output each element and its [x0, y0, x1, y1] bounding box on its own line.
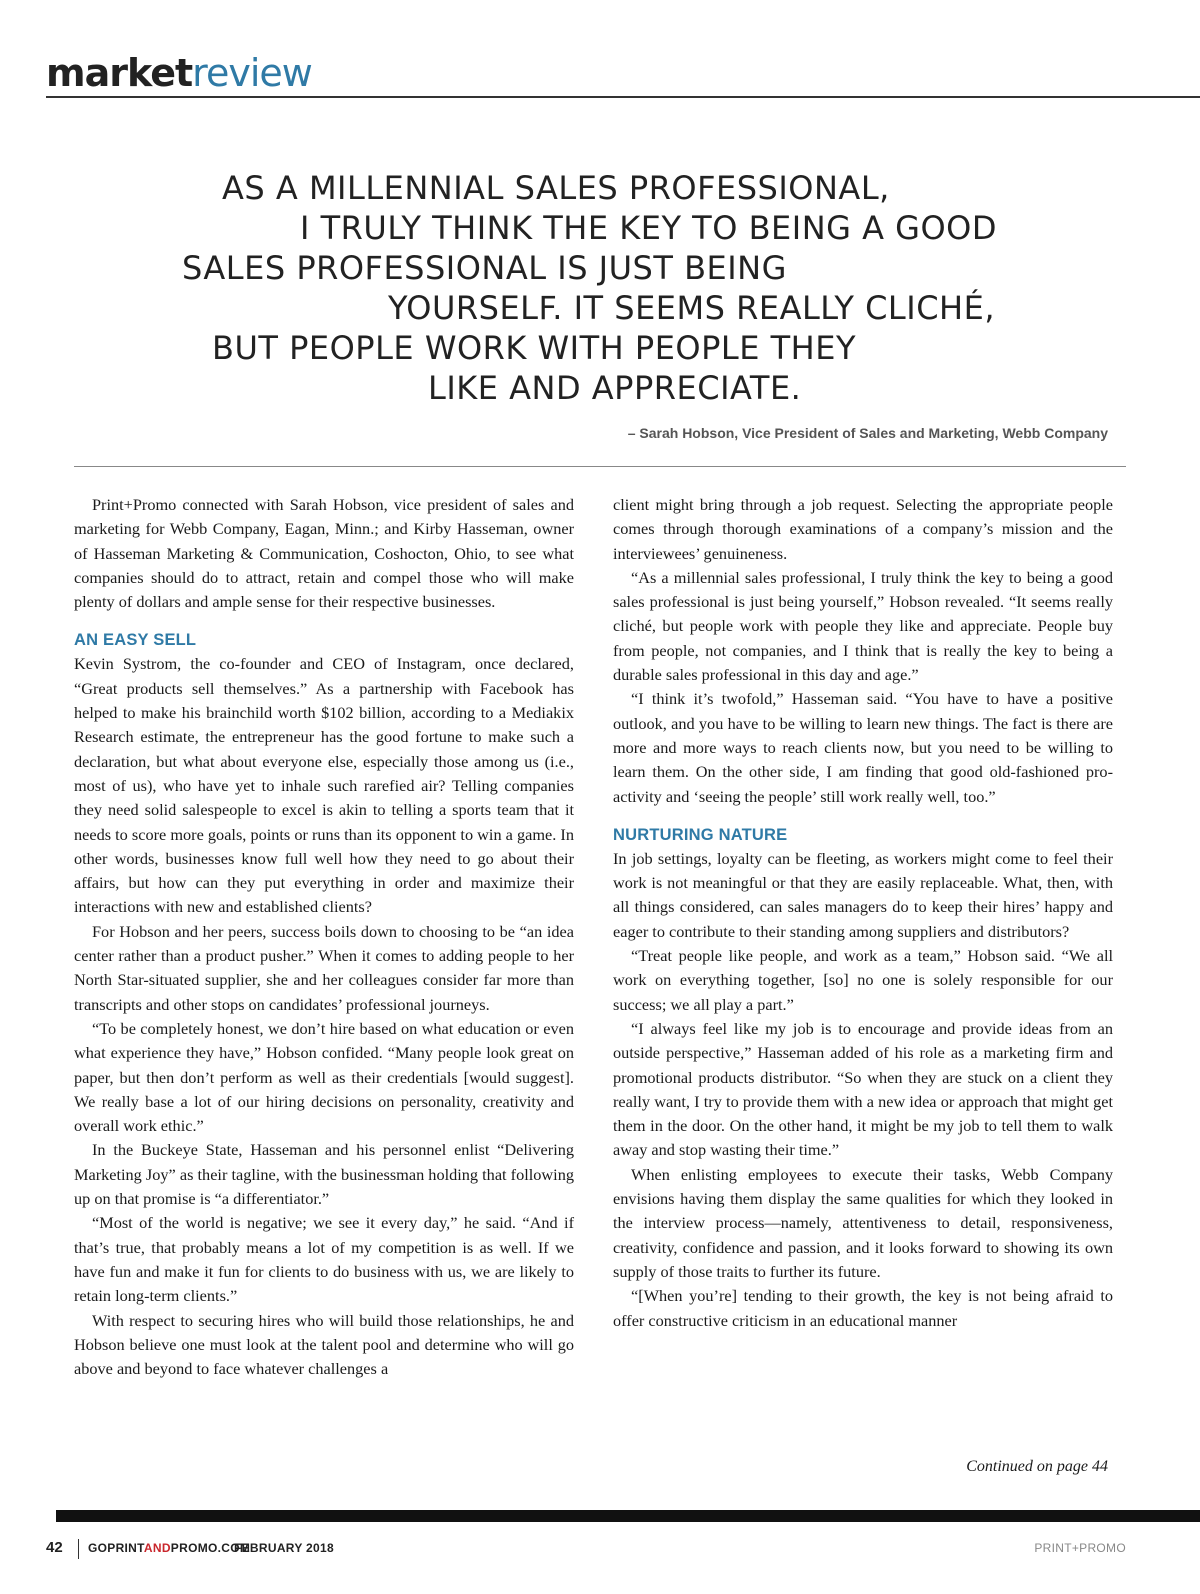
- publication-name: PRINT+PROMO: [1034, 1541, 1126, 1555]
- pull-quote-line: I TRULY THINK THE KEY TO BEING A GOOD: [300, 209, 997, 247]
- body-paragraph: In the Buckeye State, Hasseman and his personnel enlist “Delivering Marketing Joy” as their tagline, with the businessman holding that following up on that promise is “a differentiator.”: [74, 1140, 574, 1209]
- body-paragraph: client might bring through a job request. Selecting the appropriate people comes through thorough examinations of a company’s mission and the interviewees’ genuineness.: [613, 495, 1113, 563]
- body-paragraph: With respect to securing hires who will build those relationships, he and Hobson believe one must look at the talent pool and determine who will go above and beyond to face whatever challenges a: [74, 1310, 574, 1379]
- body-paragraph: In job settings, loyalty can be fleeting, as workers might come to feel their work is not meaningful or that they are easily replaceable. What, then, with all things considered, can sales managers do to keep their hires’ happy and eager to contribute to their standing among suppliers and distributors?: [613, 848, 1113, 941]
- pull-quote-line: SALES PROFESSIONAL IS JUST BEING: [182, 249, 787, 287]
- continued-note: Continued on page 44: [966, 1458, 1108, 1475]
- body-paragraph: Kevin Systrom, the co-founder and CEO of Instagram, once declared, “Great products sell themselves.” As a partnership with Facebook has helped to make his brainchild worth $102 billion, according to a Mediakix Research estimate, the entrepreneur has the good fortune to make such a declaration, but what about everyone else, especially those among us (i.e., most of us), who have yet to inhale such rarefied air? Telling companies they need solid salespeople to excel is akin to telling a sports team that it needs to score more goals, points or runs than its opponent to win a game. In other words, businesses know full well how they need to go about their affairs, but how can they put everything in order and maximize their interactions with new and established clients?: [74, 654, 574, 917]
- intro-paragraph: Print+Promo connected with Sarah Hobson, vice president of sales and marketing for Webb Company, Eagan, Minn.; and Kirby Hasseman, owner of Hasseman Marketing & Communication, Coshocton, Ohio, to see what companies should do to attract, retain and compel those who will make plenty of dollars and ample sense for their respective businesses.: [74, 495, 574, 612]
- body-paragraph: When enlisting employees to execute their tasks, Webb Company envisions having them display the same qualities for which they looked in the interview process—namely, attentiveness to detail, responsiveness, creativity, confidence and passion, and it looks forward to showing its own supply of those traits to further its future.: [613, 1164, 1113, 1281]
- footer-separator: [78, 1539, 79, 1559]
- footer-website: [88, 1541, 250, 1555]
- pull-quote-line: BUT PEOPLE WORK WITH PEOPLE THEY: [212, 329, 856, 367]
- body-paragraph: For Hobson and her peers, success boils down to choosing to be “an idea center rather than a product pusher.” When it comes to adding people to her North Star-situated supplier, she and her colleagues consider far more than transcripts and other stops on candidates’ professional journeys.: [74, 921, 574, 1014]
- issue-date: FEBRUARY 2018: [234, 1541, 334, 1555]
- site-part: GOPRINT: [88, 1541, 144, 1555]
- body-paragraph: “Most of the world is negative; we see it every day,” he said. “And if that’s true, that probably means a lot of my competition is as well. If we have fun and make it fun for clients to do business with us, we are likely to retain long-term clients.”: [74, 1213, 574, 1306]
- body-paragraph: “To be completely honest, we don’t hire based on what education or even what experience they have,” Hobson confided. “Many people look great on paper, but then don’t perform as well as their credentials [would suggest]. We really base a lot of our hiring decisions on personality, creativity and overall work ethic.”: [74, 1018, 574, 1136]
- pull-quote-attribution: – Sarah Hobson, Vice President of Sales and Marketing, Webb Company: [627, 425, 1108, 441]
- logo-review: review: [192, 51, 312, 95]
- body-paragraph: “I always feel like my job is to encourage and provide ideas from an outside perspective,” Hasseman added of his role as a marketing firm and promotional products distributor. “So when they are stuck on a client they really want, I try to provide them with a new idea or approach that might get them in the door. On the other hand, it might be my job to tell them to walk away and stop wasting their time.”: [613, 1018, 1113, 1160]
- body-paragraph: “I think it’s twofold,” Hasseman said. “You have to have a positive outlook, and you have to be willing to learn new things. The fact is there are more and more ways to reach clients now, but you need to be willing to learn them. On the other side, I am finding that good old-fashioned pro-activity and ‘seeing the people’ still work really well, too.”: [613, 689, 1113, 806]
- section-masthead: [46, 52, 1200, 98]
- footer-bar: [56, 1510, 1200, 1522]
- section-heading: AN EASY SELL: [74, 631, 197, 650]
- article-column-right: [613, 493, 1113, 1333]
- site-part: PROMO.COM: [170, 1541, 251, 1555]
- article-column-left: [74, 493, 574, 1381]
- body-paragraph: “[When you’re] tending to their growth, the key is not being afraid to offer constructive criticism in an educational manner: [613, 1286, 1113, 1330]
- body-paragraph: “Treat people like people, and work as a team,” Hobson said. “We all work on everything together, [so] no one is solely responsible for our success; we all play a part.”: [613, 946, 1113, 1014]
- pull-quote-line: YOURSELF. IT SEEMS REALLY CLICHÉ,: [388, 289, 995, 327]
- section-heading: NURTURING NATURE: [613, 825, 788, 844]
- body-paragraph: “As a millennial sales professional, I truly think the key to being a good sales professional is just being yourself,” Hobson revealed. “It seems really cliché, but people work with people they like and appreciate. People buy from people, not companies, and I think that is really the key to being a durable sales professional in this day and age.”: [613, 567, 1113, 685]
- logo-market: market: [46, 51, 193, 95]
- pull-quote-line: AS A MILLENNIAL SALES PROFESSIONAL,: [222, 169, 890, 207]
- site-accent: AND: [143, 1541, 171, 1555]
- page-footer: [46, 1541, 1126, 1561]
- page-number: 42: [46, 1539, 63, 1556]
- divider: [74, 466, 1126, 467]
- pull-quote-line: LIKE AND APPRECIATE.: [428, 369, 802, 407]
- section-logo: [46, 50, 312, 96]
